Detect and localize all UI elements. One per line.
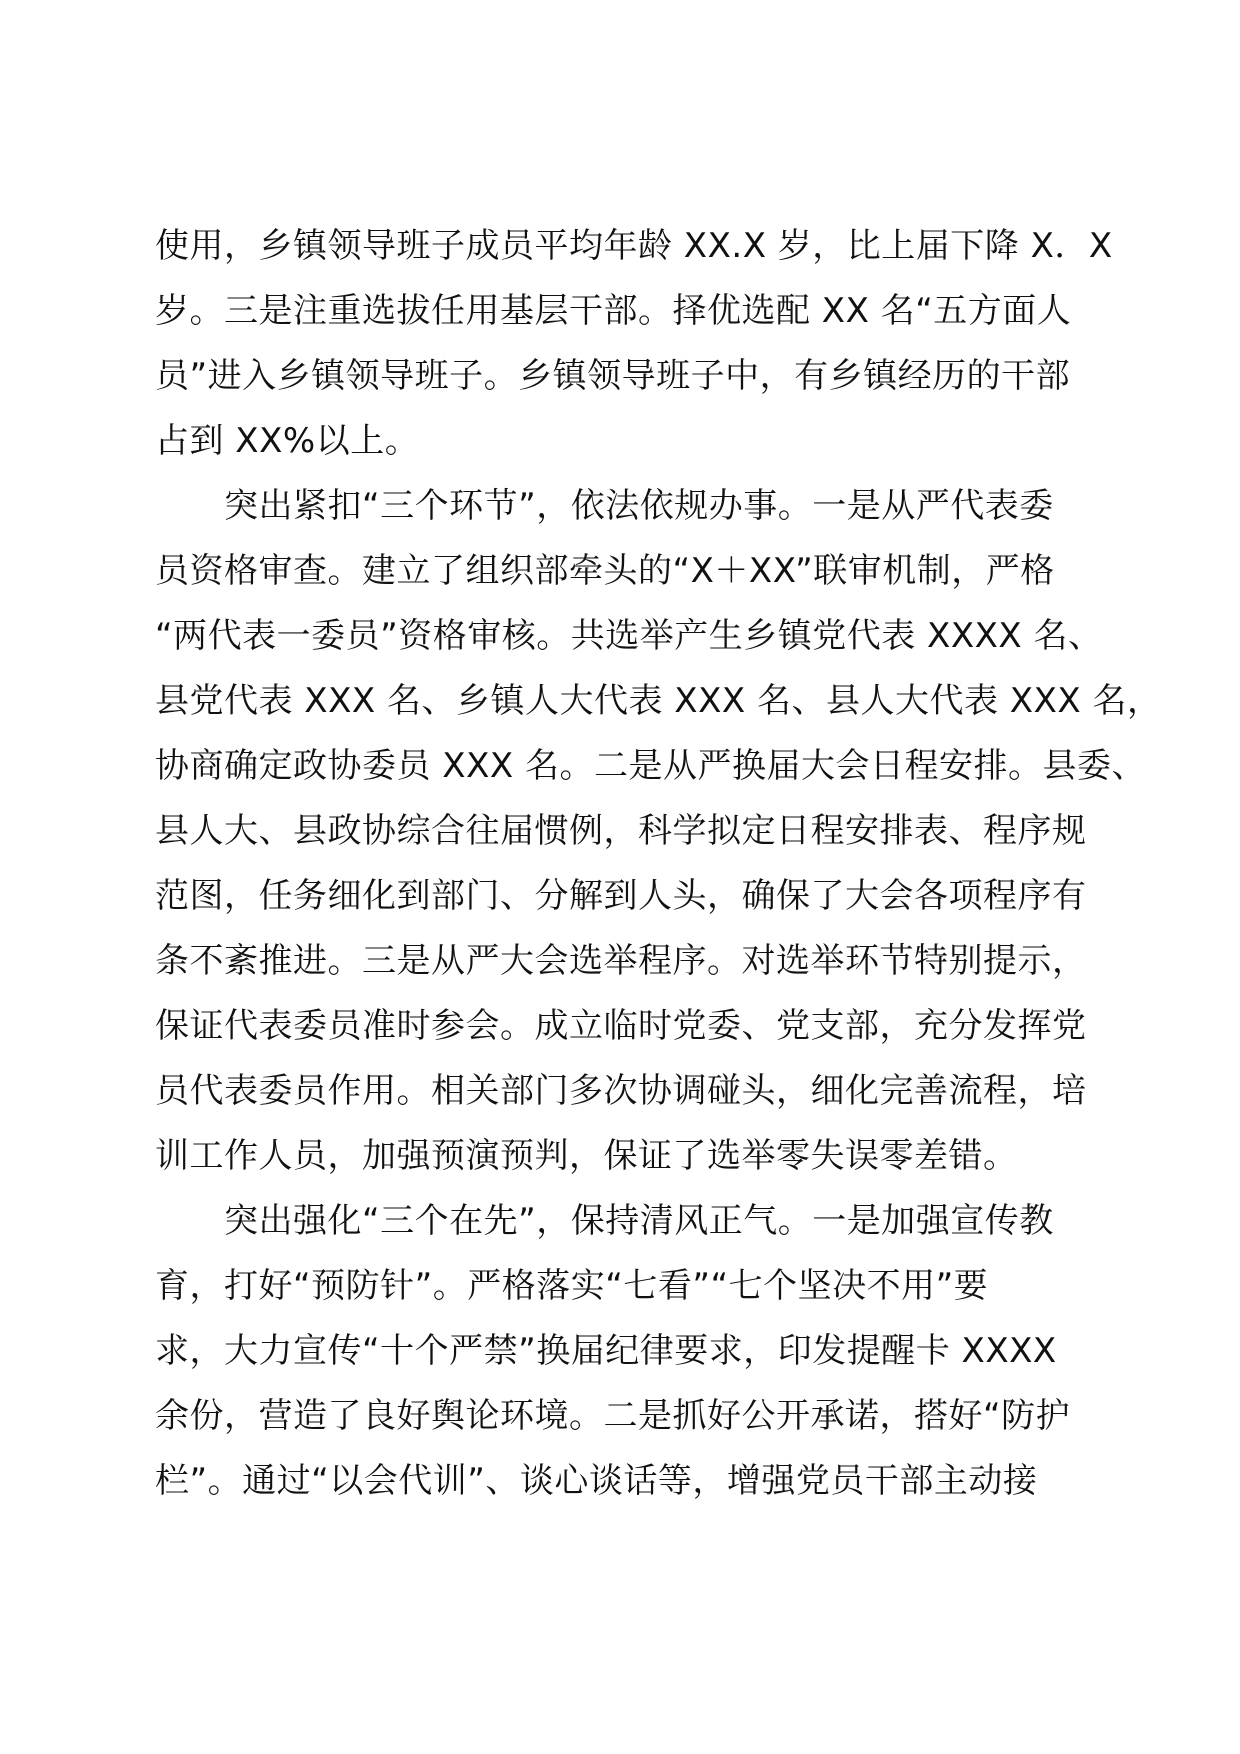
text-line: 县人大、县政协综合往届惯例，科学拟定日程安排表、程序规 [155, 811, 1087, 851]
text-line: 条不紊推进。三是从严大会选举程序。对选举环节特别提示， [155, 941, 1087, 981]
text-line: 占到 XX%以上。 [155, 421, 420, 461]
text-line: 范图，任务细化到部门、分解到人头，确保了大会各项程序有 [155, 876, 1087, 916]
text-line: 训工作人员，加强预演预判，保证了选举零失误零差错。 [155, 1136, 1018, 1176]
paragraph-start-line: 突出强化“三个在先”，保持清风正气。一是加强宣传教 [155, 1201, 1054, 1241]
text-line: “两代表一委员”资格审核。共选举产生乡镇党代表 XXXX 名、 [155, 616, 1103, 656]
text-line: 协商确定政协委员 XXX 名。二是从严换届大会日程安排。县委、 [155, 746, 1146, 786]
text-line: 育，打好“预防针”。严格落实“七看”“七个坚决不用”要 [155, 1266, 989, 1306]
text-line: 岁。三是注重选拔任用基层干部。择优选配 XX 名“五方面人 [155, 291, 1072, 331]
text-line: 员”进入乡镇领导班子。乡镇领导班子中，有乡镇经历的干部 [155, 356, 1071, 396]
text-line: 员代表委员作用。相关部门多次协调碰头，细化完善流程，培 [155, 1071, 1087, 1111]
paragraph-start-line: 突出紧扣“三个环节”，依法依规办事。一是从严代表委 [155, 486, 1054, 526]
text-line: 县党代表 XXX 名、乡镇人大代表 XXX 名、县人大代表 XXX 名， [155, 681, 1162, 721]
text-line: 栏”。通过“以会代训”、谈心谈话等，增强党员干部主动接 [155, 1461, 1038, 1501]
text-line: 求，大力宣传“十个严禁”换届纪律要求，印发提醒卡 XXXX [155, 1331, 1057, 1371]
body-text [155, 214, 1162, 1514]
text-line: 使用，乡镇领导班子成员平均年龄 XX.X 岁，比上届下降 X．X [155, 226, 1113, 266]
text-line: 员资格审查。建立了组织部牵头的“X＋XX”联审机制，严格 [155, 551, 1055, 591]
text-line: 保证代表委员准时参会。成立临时党委、党支部，充分发挥党 [155, 1006, 1087, 1046]
text-line: 余份，营造了良好舆论环境。二是抓好公开承诺，搭好“防护 [155, 1396, 1071, 1436]
